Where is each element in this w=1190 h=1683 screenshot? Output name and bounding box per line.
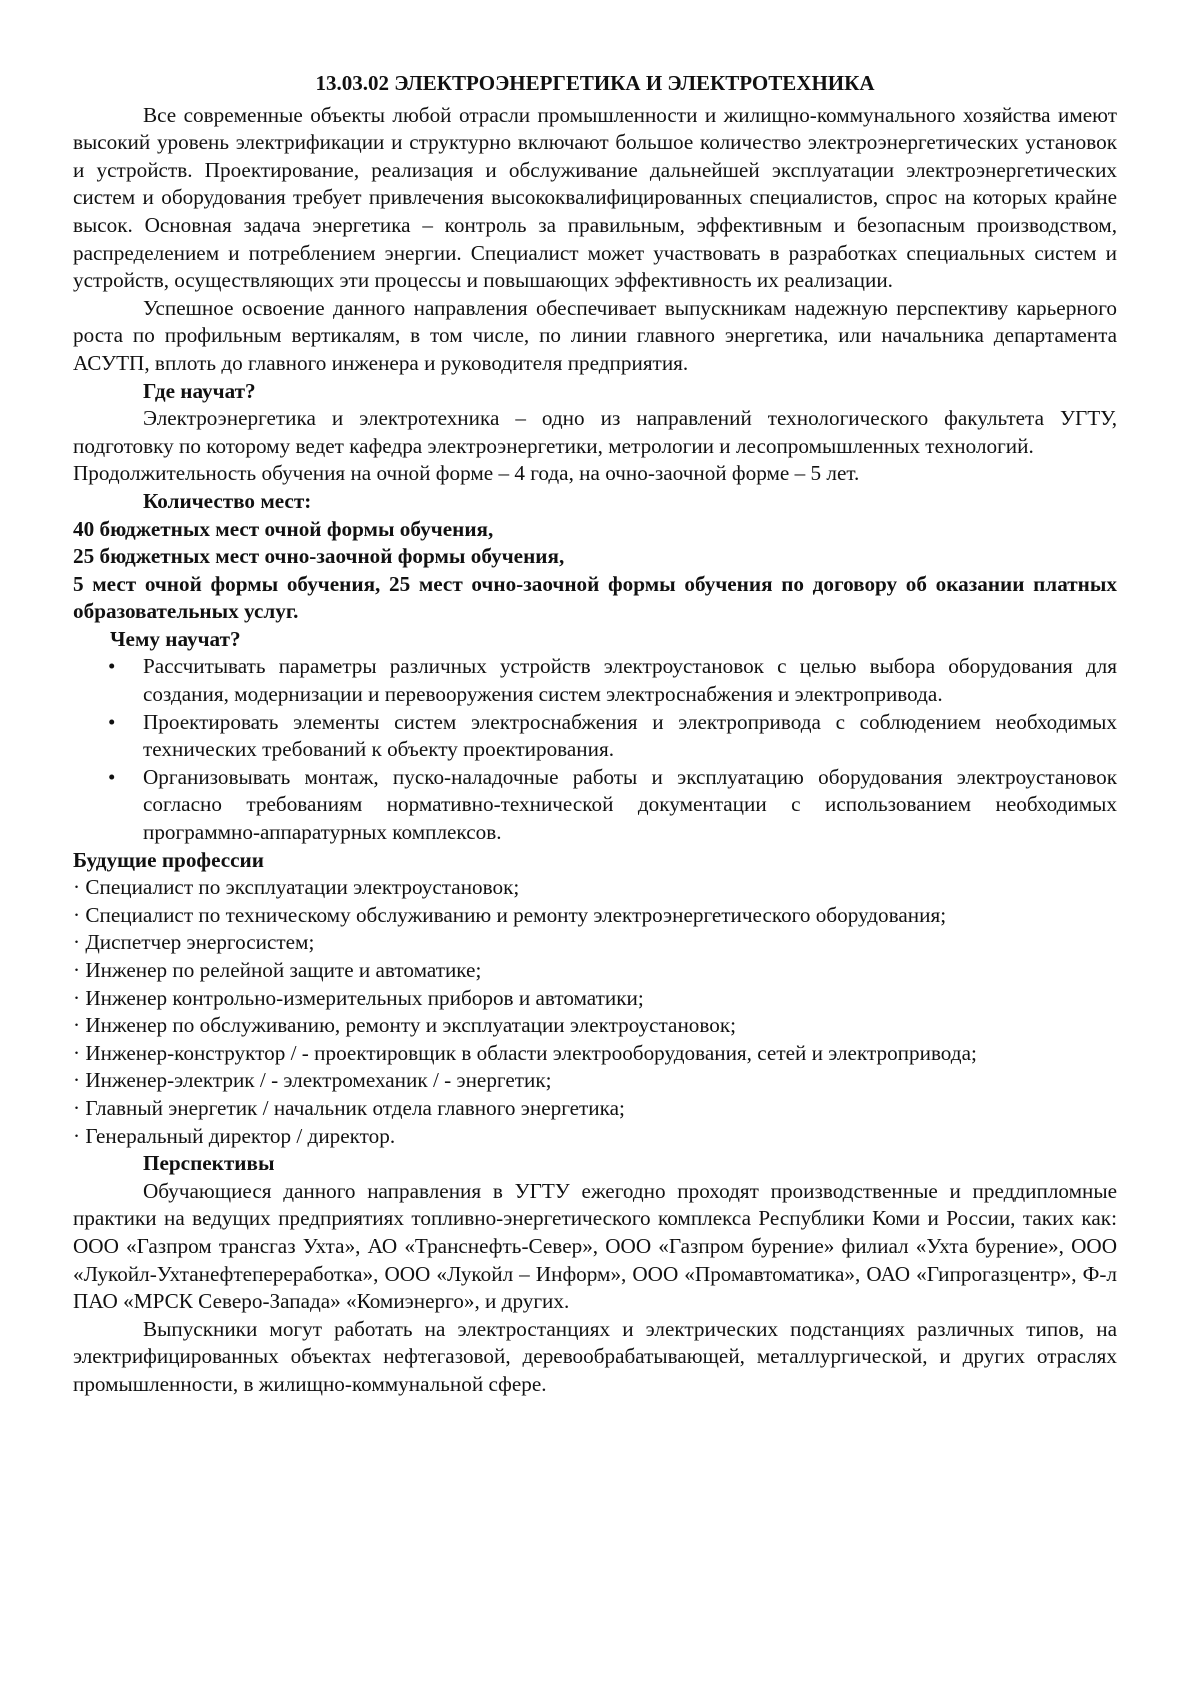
prospects-paragraph-2: Выпускники могут работать на электростанциях и электрических подстанциях различных типов, на электрифицированных объектах нефтегазовой, деревообрабатывающей, металлургической, и других отраслях промышленности, в жилищно-коммунальной сфере. bbox=[73, 1316, 1117, 1396]
places-line: 40 бюджетных мест очной формы обучения, bbox=[73, 516, 494, 541]
places-heading: Количество мест: bbox=[143, 488, 312, 513]
profession-item: · Генеральный директор / директор. bbox=[73, 1123, 1117, 1151]
profession-item: · Специалист по техническому обслуживанию и ремонту электроэнергетического оборудования; bbox=[73, 902, 1117, 930]
skills-item: • Проектировать элементы систем электроснабжения и электропривода с соблюдением необходимых технических требований к объекту проектирования. bbox=[143, 709, 1117, 764]
where-text: Электроэнергетика и электротехника – одно из направлений технологического факультета УГТУ, подготовку по которому ведет кафедра электроэнергетики, метрологии и лесопромышленных технологий. bbox=[73, 406, 1117, 458]
profession-item: · Главный энергетик / начальник отдела главного энергетика; bbox=[73, 1095, 1117, 1123]
intro-paragraph-1: Все современные объекты любой отрасли промышленности и жилищно-коммунального хозяйства имеют высокий уровень электрификации и структурно включают большое количество электроэнергетических установок и устройств. Проектирование, реализация и обслуживание дальнейшей эксплуатации электроэнергетических систем и оборудования требует привлечения высококвалифицированных специалистов, спрос на которых крайне высок. Основная задача энергетика – контроль за правильным, эффективным и безопасным производством, распределением и потреблением энергии. Специалист может участвовать в разработках специальных систем и устройств, осуществляющих эти процессы и повышающих эффективность их реализации. bbox=[73, 102, 1117, 293]
prospects-paragraph-1: Обучающиеся данного направления в УГТУ ежегодно проходят производственные и преддипломные практики на ведущих предприятиях топливно-энергетического комплекса Республики Коми и России, таких как: ООО «Газпром трансгаз Ухта», АО «Транснефть-Север», ООО «Газпром бурение» филиал «Ухта бурение», ООО «Лукойл-Ухтанефтепереработка», ООО «Лукойл – Информ», ООО «Промавтоматика», ОАО «Гипрогазцентр», Ф-л ПАО «МРСК Северо-Запада» «Комиэнерго», и других. bbox=[73, 1178, 1117, 1314]
document-title: 13.03.02 ЭЛЕКТРОЭНЕРГЕТИКА И ЭЛЕКТРОТЕХНИКА bbox=[315, 71, 875, 95]
places-line: 25 бюджетных мест очно-заочной формы обучения, bbox=[73, 544, 565, 569]
skills-heading: Чему научат? bbox=[110, 626, 241, 651]
profession-item: · Специалист по эксплуатации электроустановок; bbox=[73, 874, 1117, 902]
skills-item: • Организовывать монтаж, пуско-наладочные работы и эксплуатацию оборудования электроустановок согласно требованиям нормативно-технической документации с использованием необходимых программно-аппаратурных комплексов. bbox=[143, 764, 1117, 847]
professions-list bbox=[73, 874, 1117, 1150]
prospects-heading: Перспективы bbox=[143, 1151, 275, 1176]
skills-item: • Рассчитывать параметры различных устройств электроустановок с целью выбора оборудования для создания, модернизации и перевооружения систем электроснабжения и электропривода. bbox=[143, 653, 1117, 708]
where-heading: Где научат? bbox=[143, 378, 256, 403]
document-page bbox=[73, 70, 1117, 1399]
duration-text: Продолжительность обучения на очной форме – 4 года, на очно-заочной форме – 5 лет. bbox=[73, 461, 860, 486]
professions-heading: Будущие профессии bbox=[73, 847, 264, 872]
intro-paragraph-2: Успешное освоение данного направления обеспечивает выпускникам надежную перспективу карьерного роста по профильным вертикалям, в том числе, по линии главного энергетика, или начальника департамента АСУТП, вплоть до главного инженера и руководителя предприятия. bbox=[73, 295, 1117, 375]
profession-item: · Инженер-конструктор / - проектировщик в области электрооборудования, сетей и электропривода; bbox=[73, 1040, 1117, 1068]
profession-item: · Инженер по обслуживанию, ремонту и эксплуатации электроустановок; bbox=[73, 1012, 1117, 1040]
profession-item: · Инженер по релейной защите и автоматике; bbox=[73, 957, 1117, 985]
profession-item: · Диспетчер энергосистем; bbox=[73, 929, 1117, 957]
places-line: 5 мест очной формы обучения, 25 мест очно-заочной формы обучения по договору об оказании платных образовательных услуг. bbox=[73, 571, 1117, 624]
profession-item: · Инженер-электрик / - электромеханик / - энергетик; bbox=[73, 1067, 1117, 1095]
skills-list bbox=[73, 653, 1117, 846]
profession-item: · Инженер контрольно-измерительных приборов и автоматики; bbox=[73, 985, 1117, 1013]
